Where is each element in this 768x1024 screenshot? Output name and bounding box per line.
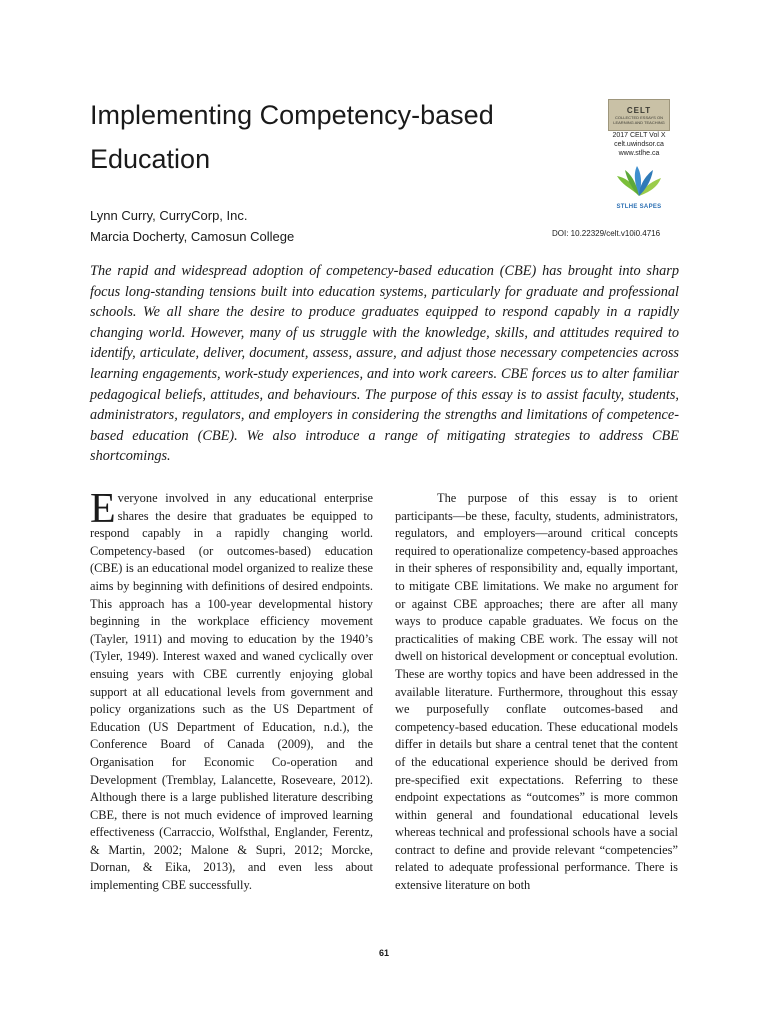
body-column-left bbox=[90, 486, 373, 895]
abstract: The rapid and widespread adoption of competency-based education (CBE) has brought into sharp focus long-standing tensions built into education systems, particularly for graduate and professional schools. We all share the desire to produce graduates equipped to respond capably in a rapidly changing world. However, many of us struggle with the knowledge, skills, and attitudes required to identify, articulate, deliver, document, assess, assure, and adjust those necessary competencies across learning engagements, work-study experiences, and into work careers. CBE forces us to alter familiar pedagogical beliefs, attitudes, and behaviours. The purpose of this essay is to assist faculty, students, administrators, regulators, and employers in considering the strengths and limitations of competence-based education (CBE). We also introduce a range of mitigating strategies to address CBE shortcomings. bbox=[90, 263, 679, 465]
doi-link[interactable]: DOI: 10.22329/celt.v10i0.4716 bbox=[552, 229, 661, 238]
celt-logo-text: CELT bbox=[626, 105, 652, 115]
author-2: Marcia Docherty, Camosun College bbox=[90, 229, 295, 244]
author-1: Lynn Curry, CurryCorp, Inc. bbox=[90, 208, 248, 223]
author-list bbox=[90, 205, 294, 247]
celt-logo bbox=[608, 99, 670, 131]
page-number: 61 bbox=[378, 948, 389, 958]
body-text-left: veryone involved in any educational enterprise shares the desire that graduates be equipped to respond capably in a rapidly changing world. Competency-based (or outcomes-based) education (CBE) is an educational model organized to realize these aims by beginning with definitions of desired endpoints. This approach has a 100-year developmental history beginning in the workplace efficiency movement (Tayler, 1911) and moving to education by the 1940’s (Tyler, 1949). Interest waxed and waned cyclically over ensuing years with CBE currently enjoying global support at all educational levels from government and policy organizations such as the US Department of Education (US Department of Education, n.d.), the Conference Board of Canada (2009), and the Organisation for Economic Co-operation and Development (Tremblay, Lalancette, Roseveare, 2012). Although there is a large published literature describing CBE, there is not much evidence of improved learning effectiveness (Carraccio, Wolfsthal, Englander, Ferentz, & Martin, 2002; Malone & Supri, 2012; Morcke, Dornan, & Eika, 2013), and even less about implementing CBE successfully. bbox=[90, 491, 373, 893]
stlhe-label: STLHE SAPES bbox=[616, 204, 662, 210]
drop-cap: E bbox=[90, 486, 116, 532]
journal-volume: 2017 CELT Vol X bbox=[612, 132, 666, 139]
journal-logo-block bbox=[600, 99, 678, 210]
stlhe-leaf-icon bbox=[609, 164, 669, 198]
journal-site-stlhe: www.stlhe.ca bbox=[618, 150, 660, 157]
body-column-right: The purpose of this essay is to orient participants—be these, faculty, students, administrators, regulators, and employers—around critical concepts required to operationalize competency-based approaches in their spheres of responsibility and, equally important, to mitigate CBE limitations. We make no argument for or against CBE approaches; there are after all many ways to produce capable graduates. We focus on the practicalities of making CBE work. The essay will not dwell on historical development or conceptual evolution. These are worthy topics and have been addressed in the available literature. Furthermore, throughout this essay we purposefully conflate outcomes-based and competency-based education. These educational models differ in details but share a central tenet that the content of the educational experience should be derived from pre-specified exit expectations. Referring to these endpoint expectations as “outcomes” is more common within general and foundational educational levels whereas technical and professional schools have a social contract to define and provide relevant “competencies” related to adequate professional performance. There is extensive literature on both bbox=[395, 491, 678, 893]
page-title: Implementing Competency-based Education bbox=[90, 100, 494, 174]
journal-site-celt: celt.uwindsor.ca bbox=[614, 141, 664, 148]
celt-logo-subtitle: COLLECTED ESSAYS ON LEARNING AND TEACHING bbox=[613, 114, 665, 125]
